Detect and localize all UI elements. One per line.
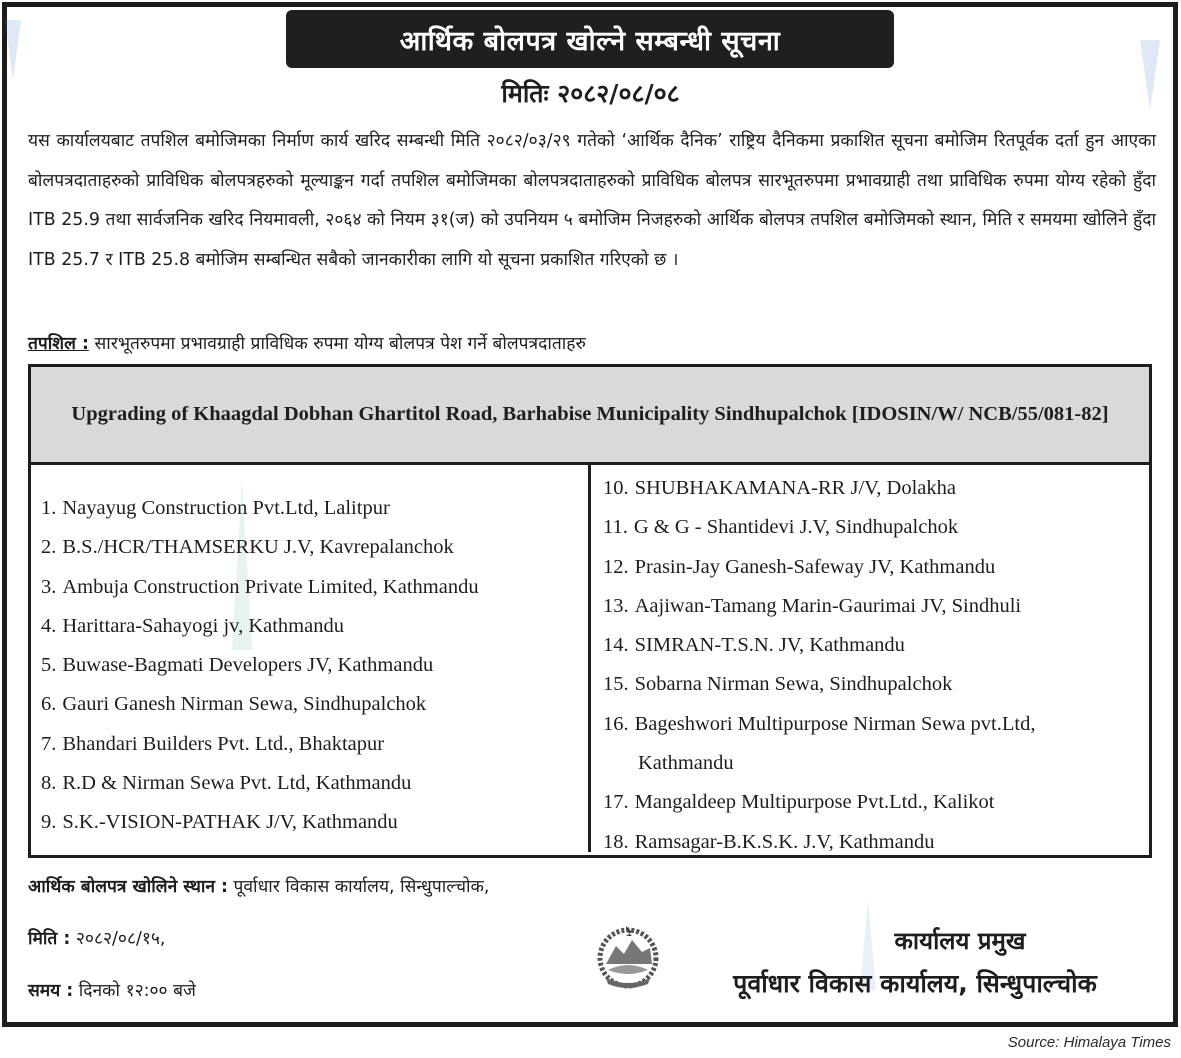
- bidders-list-left: [31, 465, 591, 852]
- bidder-item: 14. SIMRAN-T.S.N. JV, Kathmandu: [603, 634, 905, 657]
- bidders-table: [28, 364, 1152, 858]
- bidder-item: 3. Ambuja Construction Private Limited, Kathmandu: [41, 575, 479, 598]
- nepal-emblem-icon: [592, 920, 664, 992]
- signoff-block: [680, 918, 1160, 1004]
- opening-date: मिति : २०८२/०८/१५,: [28, 929, 166, 949]
- opening-time: समय : दिनको १२:०० बजे: [28, 981, 196, 1001]
- bidder-item: 5. Buwase-Bagmati Developers JV, Kathmandu: [41, 654, 434, 677]
- opening-place: आर्थिक बोलपत्र खोलिने स्थान : पूर्वाधार विकास कार्यालय, सिन्धुपाल्चोक,: [28, 877, 490, 897]
- bidder-item: 15. Sobarna Nirman Sewa, Sindhupalchok: [603, 673, 953, 696]
- bidder-item: 8. R.D & Nirman Sewa Pvt. Ltd, Kathmandu: [41, 772, 412, 795]
- notice-body: यस कार्यालयबाट तपशिल बमोजिमका निर्माण कार्य खरिद सम्बन्धी मिति २०८२/०३/२९ गतेको ‘आर्थिक दैनिक’ राष्ट्रिय दैनिकमा प्रकाशित सूचना बमोजिम रितपूर्वक दर्ता हुन आएका बोलपत्रदाताहरुको प्राविधिक बोलपत्रहरुको मूल्याङ्कन गर्दा तपशिल बमोजिमका बोलपत्रदाताहरुको प्राविधिक बोलपत्र सारभूतरुपमा प्रभावग्राही तथा प्राविधिक रुपमा योग्य रहेको हुँदा ITB 25.9 तथा सार्वजनिक खरिद नियमावली, २०६४ को नियम ३१(ज) को उपनियम ५ बमोजिम निजहरुको आर्थिक बोलपत्र तपशिल बमोजिमको स्थान, मिति र समयमा खोलिने हुँदा ITB 25.7 र ITB 25.8 बमोजिम सम्बन्धित सबैको जानकारीका लागि यो सूचना प्रकाशित गरिएको छ ।: [28, 131, 1156, 270]
- source-credit: Source: Himalaya Times: [1007, 1034, 1171, 1051]
- details-line: [28, 330, 1156, 358]
- signoff-office: पूर्वाधार विकास कार्यालय, सिन्धुपाल्चोक: [733, 969, 1097, 998]
- bidder-item: 4. Harittara-Sahayogi jv, Kathmandu: [41, 614, 344, 637]
- opening-details: [28, 872, 489, 1028]
- project-title: Upgrading of Khaagdal Dobhan Ghartitol Road, Barhabise Municipality Sindhupalchok [IDOSIN/W/ NCB/55/081-82]: [71, 403, 1109, 425]
- bidder-item: 1. Nayayug Construction Pvt.Ltd, Lalitpur: [41, 497, 390, 519]
- bidder-item: 17. Mangaldeep Multipurpose Pvt.Ltd., Kalikot: [603, 791, 995, 814]
- project-header: [31, 367, 1149, 465]
- bidders-list-right: [591, 465, 1149, 852]
- bidder-item: 2. B.S./HCR/THAMSERKU J.V, Kavrepalanchok: [41, 536, 454, 559]
- bidder-item: 10. SHUBHAKAMANA-RR J/V, Dolakha: [603, 477, 956, 499]
- notice-date: मितिः २०८२/०८/०८: [501, 79, 680, 108]
- bidder-item: 16. Bageshwori Multipurpose Nirman Sewa pvt.Ltd, Kathmandu: [603, 712, 1036, 775]
- bidder-item: 18. Ramsagar-B.K.S.K. J.V, Kathmandu: [603, 830, 935, 853]
- notice-title-banner: [286, 10, 894, 68]
- bidder-item: 13. Aajiwan-Tamang Marin-Gaurimai JV, Sindhuli: [603, 594, 1022, 617]
- bidders-columns: [31, 465, 1149, 852]
- details-label: तपशिल :: [28, 334, 89, 354]
- bidder-item: 12. Prasin-Jay Ganesh-Safeway JV, Kathmandu: [603, 555, 996, 578]
- bidder-item: 9. S.K.-VISION-PATHAK J/V, Kathmandu: [41, 811, 398, 834]
- notice-title: आर्थिक बोलपत्र खोल्ने सम्बन्धी सूचना: [399, 25, 781, 57]
- bidder-item: 11. G & G - Shantidevi J.V, Sindhupalchok: [603, 516, 959, 539]
- bidder-item: 6. Gauri Ganesh Nirman Sewa, Sindhupalchok: [41, 693, 427, 716]
- details-text: सारभूतरुपमा प्रभावग्राही प्राविधिक रुपमा योग्य बोलपत्र पेश गर्ने बोलपत्रदाताहरु: [88, 334, 586, 354]
- signoff-title: कार्यालय प्रमुख: [894, 927, 1026, 955]
- bidder-item: 7. Bhandari Builders Pvt. Ltd., Bhaktapur: [41, 732, 385, 755]
